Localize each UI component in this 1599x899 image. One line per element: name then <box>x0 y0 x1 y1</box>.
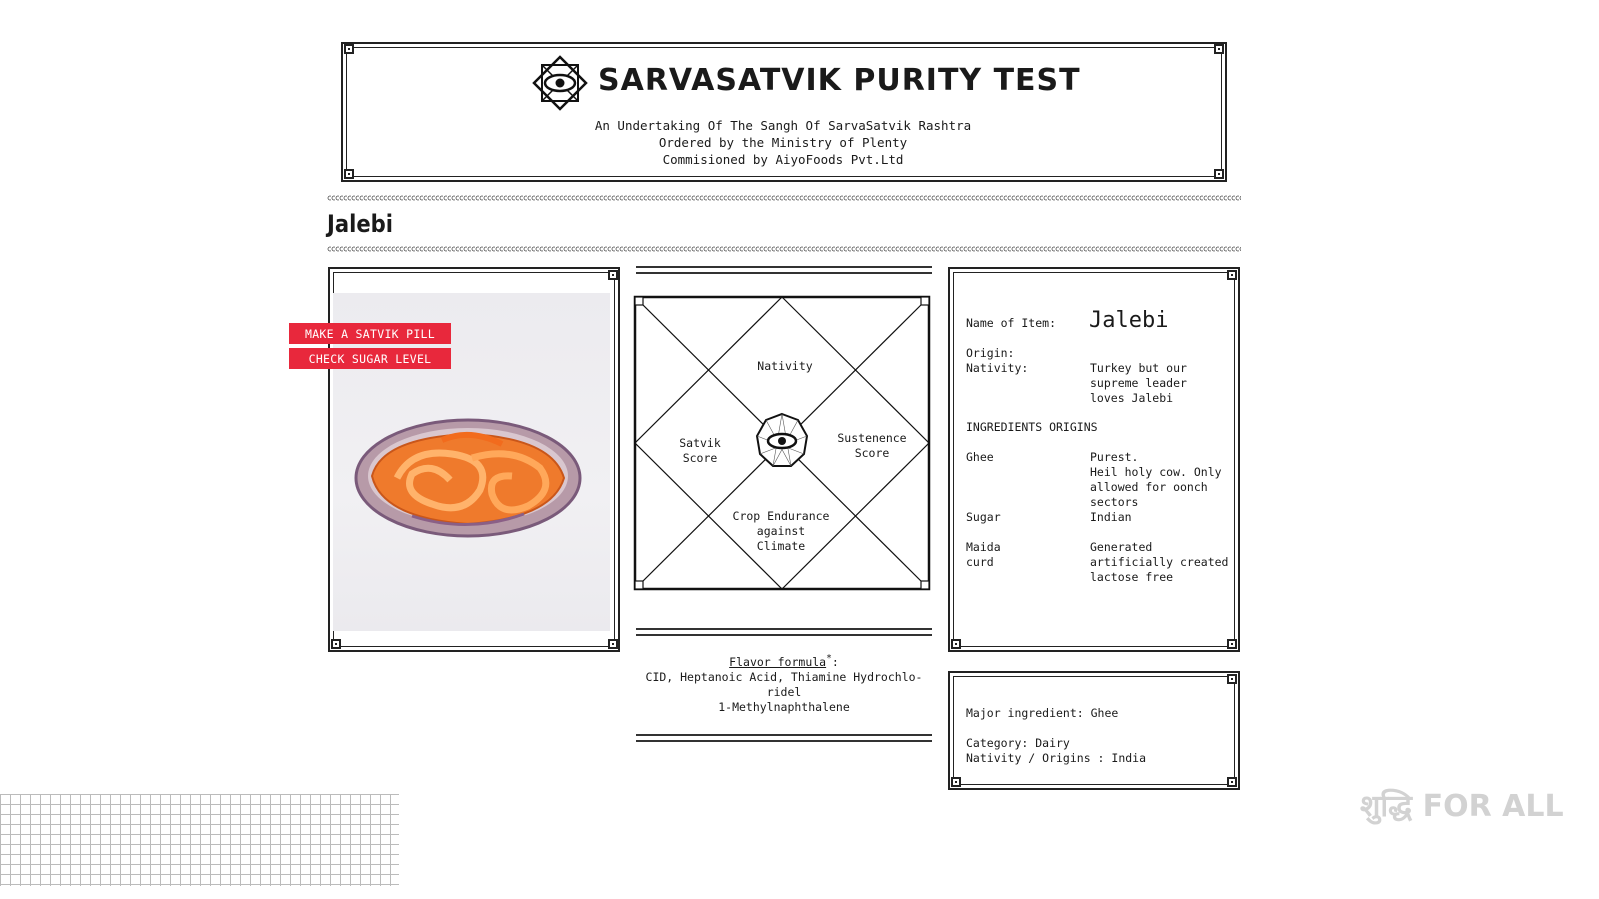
corner-ornament <box>1214 169 1224 179</box>
ghee-line: sectors <box>1090 495 1139 509</box>
decorative-grid <box>0 794 399 886</box>
nativity-line: loves Jalebi <box>1090 391 1174 405</box>
page-title: SARVASATVIK PURITY TEST <box>598 63 1081 98</box>
corner-ornament <box>951 639 961 649</box>
flavor-mark: * <box>826 653 832 664</box>
maida-label <box>966 540 1001 570</box>
divider <box>636 266 932 274</box>
corner-ornament <box>1227 674 1237 684</box>
corner-ornament <box>608 639 618 649</box>
ghee-label: Ghee <box>966 450 994 464</box>
corner-ornament <box>951 777 961 787</box>
summary-panel <box>948 671 1240 790</box>
maida-line: Generated <box>1090 540 1153 554</box>
flavor-line: CID, Heptanoic Acid, Thiamine Hydrochlo- <box>645 669 923 684</box>
satvik-score-label <box>660 436 740 466</box>
eye-emblem-icon <box>532 55 588 111</box>
ghee-line: allowed for oonch <box>1090 480 1208 494</box>
maida-line: artificially created <box>1090 555 1229 569</box>
divider <box>327 195 1241 201</box>
name-value: Jalebi <box>1089 308 1169 333</box>
nativity-label: Nativity <box>757 359 813 373</box>
corner-ornament <box>1227 639 1237 649</box>
origin-label: Origin: <box>966 346 1015 360</box>
maida-line: lactose free <box>1090 570 1174 584</box>
flavor-formula <box>636 651 932 715</box>
ghee-line: Purest. <box>1090 450 1139 464</box>
corner-ornament <box>608 270 618 280</box>
header-subtitle <box>541 117 1025 168</box>
ghee-line: Heil holy cow. Only <box>1090 465 1222 479</box>
corner-ornament <box>344 169 354 179</box>
satvik-line: Satvik <box>679 436 721 450</box>
flavor-label: Flavor formula <box>729 654 827 669</box>
nativity-label: Nativity: <box>966 361 1029 375</box>
make-satvik-pill-button[interactable]: MAKE A SATVIK PILL <box>289 323 451 344</box>
check-sugar-level-button[interactable]: CHECK SUGAR LEVEL <box>289 348 451 369</box>
header-line: An Undertaking Of The Sangh Of SarvaSatvik Rashtra <box>594 118 972 133</box>
maida-line: Maida <box>966 540 1001 554</box>
satvik-line: Score <box>682 451 718 465</box>
divider <box>636 628 932 636</box>
nativity-value <box>1090 361 1187 406</box>
item-heading: Jalebi <box>327 210 394 238</box>
maida-value <box>1090 540 1228 585</box>
name-label: Name of Item: <box>966 316 1057 330</box>
sugar-label: Sugar <box>966 510 1001 524</box>
divider <box>327 246 1241 252</box>
flavor-line: 1-Methylnaphthalene <box>718 699 850 714</box>
sustenence-line: Score <box>854 446 890 460</box>
sustenence-line: Sustenence <box>837 431 907 445</box>
nativity-line: Turkey but our <box>1090 361 1187 375</box>
maida-line: curd <box>966 555 994 569</box>
corner-ornament <box>1214 44 1224 54</box>
crop-line: Crop Endurance <box>732 509 830 523</box>
major-ingredient: Major ingredient: Ghee <box>966 706 1119 720</box>
flavor-line: ridel <box>766 684 802 699</box>
category: Category: Dairy <box>966 736 1070 750</box>
corner-ornament <box>1227 270 1237 280</box>
corner-ornament <box>331 639 341 649</box>
header-line: Ordered by the Ministry of Plenty <box>658 135 908 150</box>
flavor-colon: : <box>831 654 839 669</box>
nativity-line: supreme leader <box>1090 376 1187 390</box>
ghee-value <box>1090 450 1222 510</box>
header-line: Commisioned by AiyoFoods Pvt.Ltd <box>662 152 904 167</box>
nativity-origins: Nativity / Origins : India <box>966 751 1147 765</box>
divider <box>636 734 932 742</box>
watermark-logo: शुद्धि FOR ALL <box>1360 789 1564 824</box>
corner-ornament <box>344 44 354 54</box>
ingredients-heading: INGREDIENTS ORIGINS <box>966 420 1098 434</box>
sugar-value: Indian <box>1090 510 1132 524</box>
jalebi-painting-icon <box>352 398 584 548</box>
crop-endurance-label <box>726 509 836 554</box>
sustenence-score-label <box>826 431 918 461</box>
corner-ornament <box>1227 777 1237 787</box>
crop-line: Climate <box>756 539 806 553</box>
crop-line: against <box>756 524 806 538</box>
